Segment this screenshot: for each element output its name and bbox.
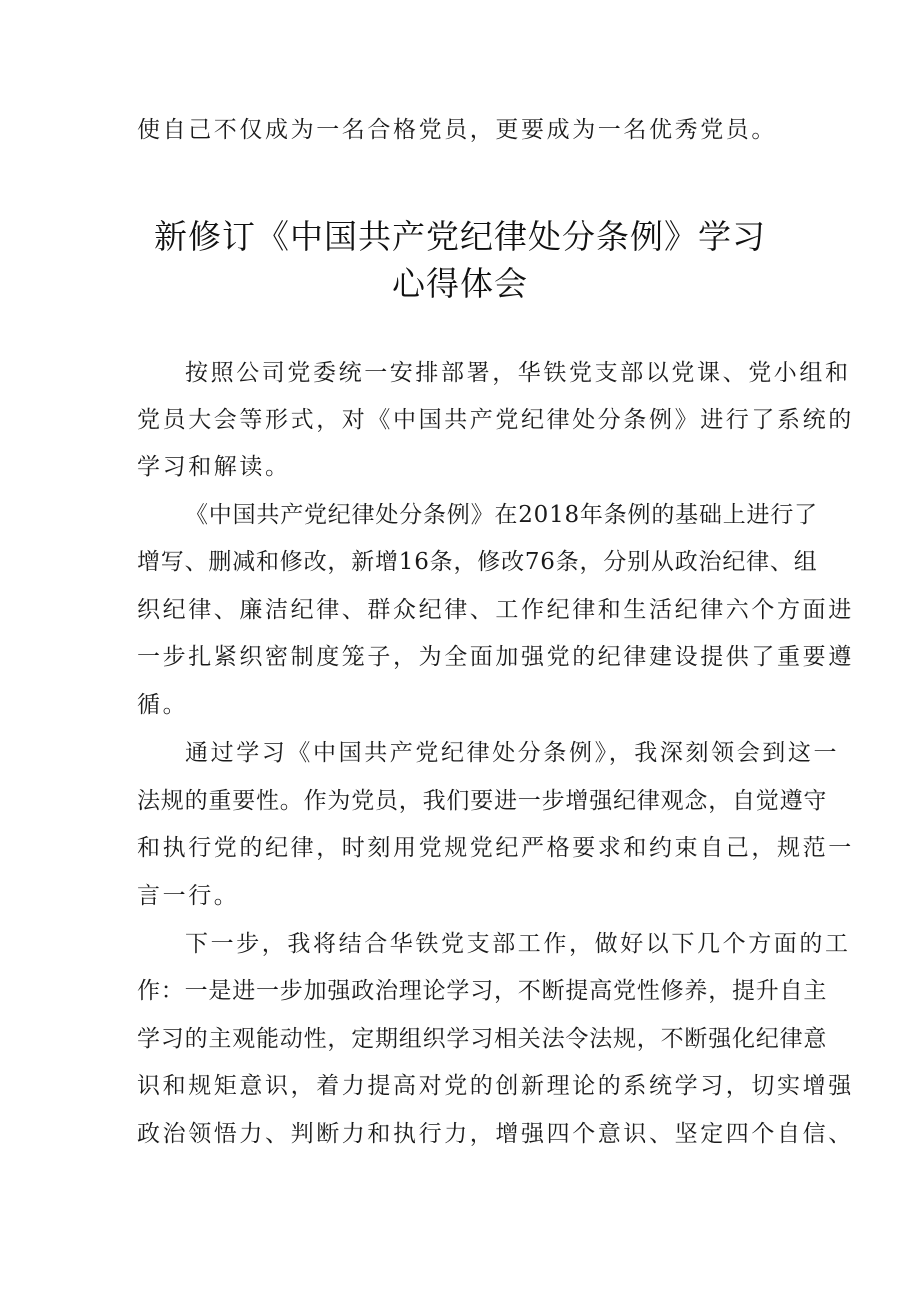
paragraph-line: 学习和解读。 xyxy=(137,454,291,480)
paragraph-line: 按照公司党委统一安排部署，华铁党支部以党课、党小组和 xyxy=(185,360,851,386)
paragraph-line: 循。 xyxy=(137,692,189,718)
document-title-line-1: 新修订《中国共产党纪律处分条例》学习 xyxy=(154,217,766,256)
paragraph-line: 言一行。 xyxy=(137,883,240,909)
paragraph-line: 织纪律、廉洁纪律、群众纪律、工作纪律和生活纪律六个方面进 xyxy=(137,597,854,623)
paragraph-line: 《中国共产党纪律处分条例》在2018年条例的基础上进行了 xyxy=(185,502,818,528)
paragraph-line: 增写、删减和修改，新增16条，修改76条，分别从政治纪律、组 xyxy=(137,549,818,575)
paragraph-line: 识和规矩意识，着力提高对党的创新理论的系统学习，切实增强 xyxy=(137,1073,854,1099)
paragraph-line: 法规的重要性。作为党员，我们要进一步增强纪律观念，自觉遵守 xyxy=(137,788,828,814)
paragraph-line: 和执行党的纪律，时刻用党规党纪严格要求和约束自己，规范一 xyxy=(137,835,854,861)
previous-paragraph-tail: 使自己不仅成为一名合格党员，更要成为一名优秀党员。 xyxy=(137,117,777,143)
paragraph-line: 作：一是进一步加强政治理论学习，不断提高党性修养，提升自主 xyxy=(137,978,828,1004)
paragraph-line: 通过学习《中国共产党纪律处分条例》，我深刻领会到这一 xyxy=(185,740,840,766)
document-title-line-2: 心得体会 xyxy=(392,264,528,303)
paragraph-line: 党员大会等形式，对《中国共产党纪律处分条例》进行了系统的 xyxy=(137,407,854,433)
paragraph-line: 学习的主观能动性，定期组织学习相关法令法规，不断强化纪律意 xyxy=(137,1026,828,1052)
paragraph-line: 一步扎紧织密制度笼子，为全面加强党的纪律建设提供了重要遵 xyxy=(137,644,854,670)
paragraph-line: 政治领悟力、判断力和执行力，增强四个意识、坚定四个自信、 xyxy=(137,1121,854,1147)
paragraph-line: 下一步，我将结合华铁党支部工作，做好以下几个方面的工 xyxy=(185,931,851,957)
